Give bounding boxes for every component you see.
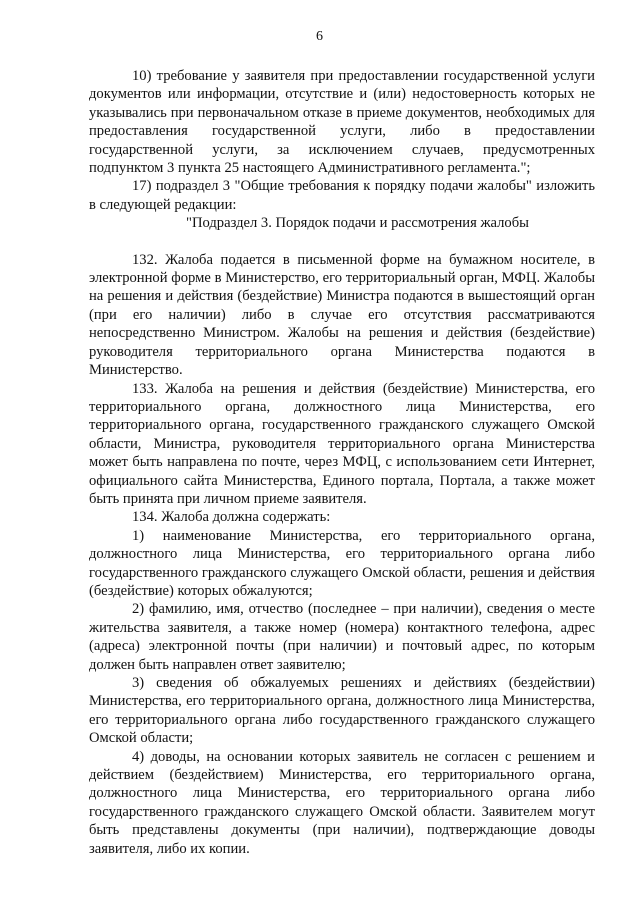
section-spacer (89, 233, 595, 251)
list-item-3: 3) сведения об обжалуемых решениях и действиях (бездействии) Министерства, его территориального органа, должностного лица Министерства, его территориального органа либо государственного гражданского служащего Омской области; (89, 675, 595, 747)
paragraph-134: 134. Жалоба должна содержать: (132, 509, 331, 526)
subsection-heading: "Подраздел 3. Порядок подачи и рассмотрения жалобы (186, 215, 529, 232)
list-item-4: 4) доводы, на основании которых заявитель не согласен с решением и действием (бездействием) Министерства, его территориального органа, должностного лица Министерства, его территориального органа либо государственного гражданского служащего Омской области. Заявителем могут быть представлены документы (при наличии), подтверждающие доводы заявителя, либо их копии. (89, 748, 595, 857)
paragraph-item-17: 17) подраздел 3 "Общие требования к порядку подачи жалобы" изложить в следующей редакции: (89, 178, 595, 213)
list-item-2: 2) фамилию, имя, отчество (последнее – при наличии), сведения о месте жительства заявителя, а также номер (номера) контактного телефона, адрес (адреса) электронной почты (при наличии) и почтовый адрес, по которым должен быть направлен ответ заявителю; (89, 601, 595, 673)
document-body (89, 67, 595, 858)
paragraph-item-10: 10) требование у заявителя при предоставлении государственной услуги документов или информации, отсутствие и (или) недостоверность которых не указывались при первоначальном отказе в приеме документов, необходимых для предоставления государственной услуги, либо в предоставлении государственной услуги, за исключением случаев, предусмотренных подпунктом 3 пункта 25 настоящего Административного регламента."; (89, 68, 595, 177)
list-item-1: 1) наименование Министерства, его территориального органа, должностного лица Министерства, его территориального органа либо государственного гражданского служащего Омской области, решения и действия (бездействие) которых обжалуются; (89, 527, 595, 599)
paragraph-132: 132. Жалоба подается в письменной форме на бумажном носителе, в электронной форме в Министерство, его территориальный орган, МФЦ. Жалобы на решения и действия (бездействие) Министра подаются в вышестоящий орган (при его наличии) либо в случае его отсутствия рассматриваются непосредственно Министром. Жалобы на решения и действия (бездействие) руководителя территориального органа Министерства подаются в Министерство. (89, 251, 595, 379)
paragraph-133: 133. Жалоба на решения и действия (бездействие) Министерства, его территориального органа, должностного лица Министерства, его территориального органа, государственного гражданского служащего Омской области, Министра, руководителя территориального органа Министерства может быть направлена по почте, через МФЦ, с использованием сети Интернет, официального сайта Министерства, Единого портала, Портала, а также может быть принята при личном приеме заявителя. (89, 380, 595, 507)
page-number: 6 (316, 29, 323, 44)
